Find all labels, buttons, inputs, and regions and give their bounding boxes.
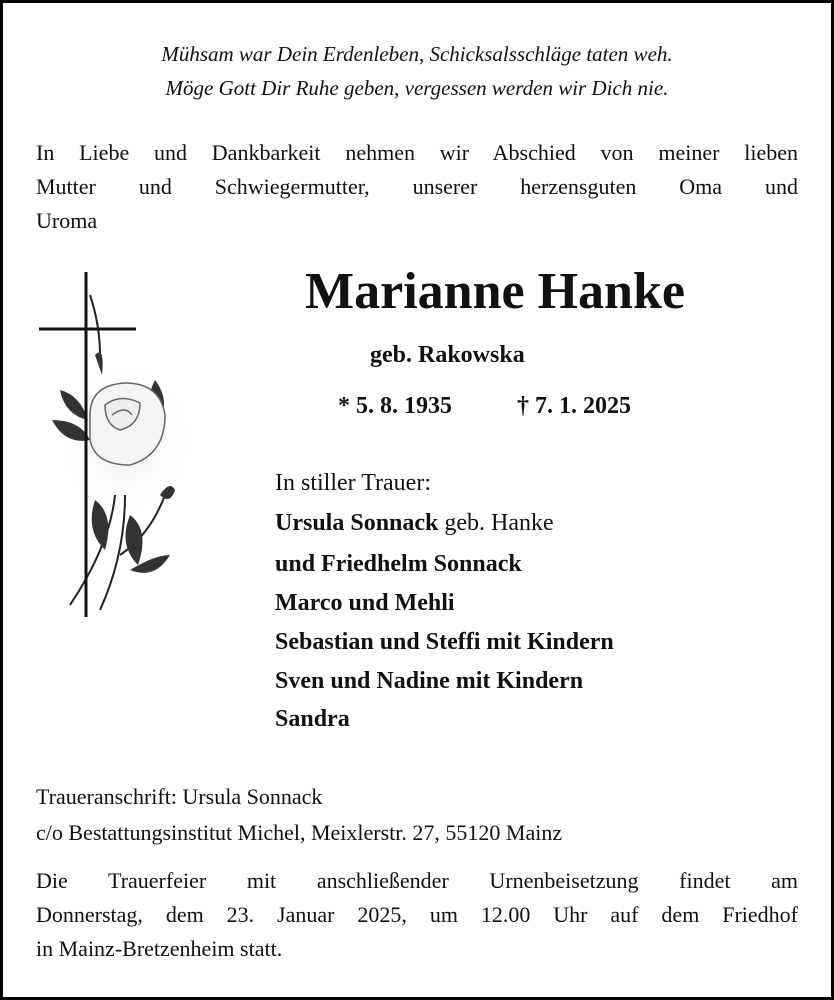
- mourner-6: Sandra: [275, 706, 350, 732]
- ceremony-line-1: Die Trauerfeier mit anschließender Urnenbeisetzung findet am: [36, 868, 798, 893]
- birth-date: * 5. 8. 1935: [338, 393, 452, 419]
- mourner-1-maiden: geb. Hanke: [438, 510, 554, 536]
- cross-rose-illustration: [30, 265, 210, 625]
- verse-line-1: Mühsam war Dein Erdenleben, Schicksalsschläge taten weh.: [161, 42, 673, 66]
- mourner-5: Sven und Nadine mit Kindern: [275, 668, 584, 694]
- ceremony-line-2: Donnerstag, dem 23. Januar 2025, um 12.00 Uhr auf dem Friedhof: [36, 902, 798, 927]
- mourner-3: Marco und Mehli: [275, 590, 455, 616]
- mourning-heading: In stiller Trauer:: [275, 470, 431, 496]
- intro-line-1: In Liebe und Dankbarkeit nehmen wir Abschied von meiner lieben: [36, 140, 798, 165]
- mourner-1-name: Ursula Sonnack: [275, 510, 439, 536]
- intro-line-2: Mutter und Schwiegermutter, unserer herzensguten Oma und: [36, 174, 798, 199]
- mourner-1: [275, 510, 554, 537]
- address-line-2: c/o Bestattungsinstitut Michel, Meixlerstr. 27, 55120 Mainz: [36, 820, 563, 845]
- death-date: † 7. 1. 2025: [517, 393, 631, 419]
- mourner-2: und Friedhelm Sonnack: [275, 551, 522, 577]
- mourner-4: Sebastian und Steffi mit Kindern: [275, 629, 614, 655]
- verse-line-2: Möge Gott Dir Ruhe geben, vergessen werden wir Dich nie.: [165, 76, 669, 100]
- maiden-name: geb. Rakowska: [370, 342, 525, 368]
- address-line-1: Traueranschrift: Ursula Sonnack: [36, 784, 323, 809]
- ceremony-line-3: in Mainz-Bretzenheim statt.: [36, 936, 283, 961]
- deceased-name: Marianne Hanke: [305, 263, 685, 320]
- intro-line-3: Uroma: [36, 208, 98, 233]
